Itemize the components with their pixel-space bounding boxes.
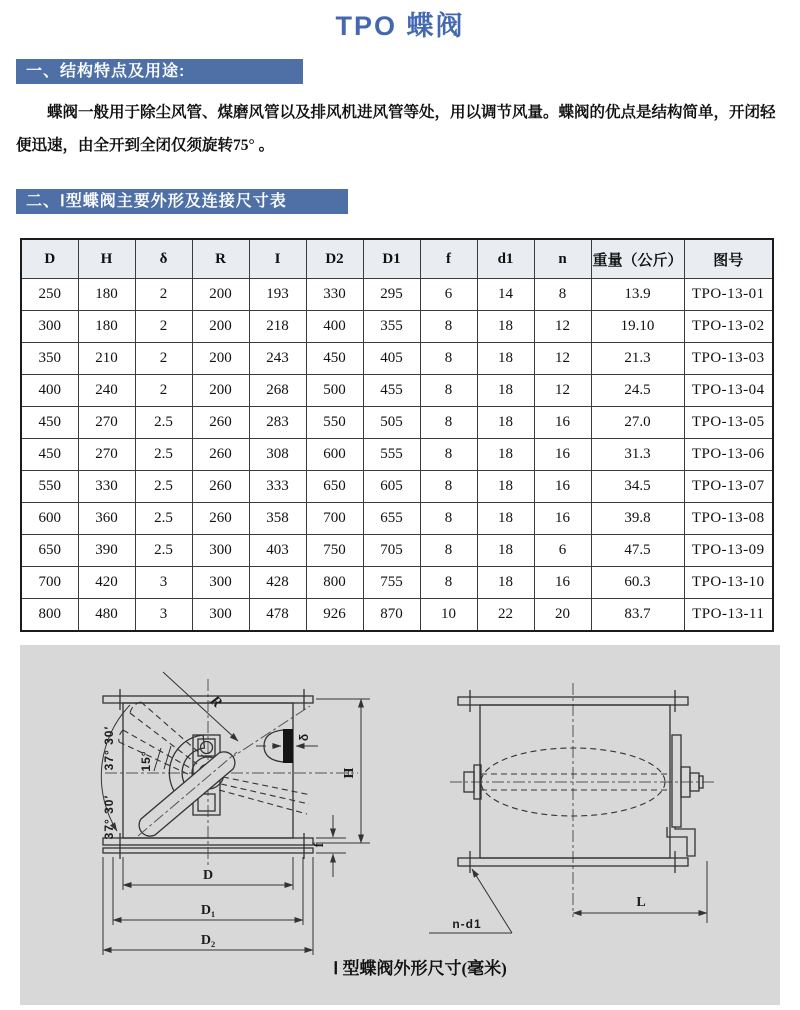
table-cell: 18 [477, 567, 534, 599]
table-cell: 16 [534, 439, 591, 471]
table-cell: 360 [78, 503, 135, 535]
table-cell: 16 [534, 471, 591, 503]
section-2-heading: 二、Ⅰ型蝶阀主要外形及连接尺寸表 [16, 189, 348, 214]
table-cell: TPO-13-04 [684, 375, 773, 407]
table-cell: 308 [249, 439, 306, 471]
table-cell: 8 [420, 375, 477, 407]
table-cell: 200 [192, 311, 249, 343]
table-cell: 18 [477, 343, 534, 375]
table-cell: TPO-13-01 [684, 279, 773, 311]
table-cell: 550 [21, 471, 78, 503]
table-cell: 300 [192, 567, 249, 599]
table-cell: 18 [477, 535, 534, 567]
table-cell: 350 [21, 343, 78, 375]
section-1-heading: 一、结构特点及用途: [16, 59, 303, 84]
page-title: TPO 蝶阀 [335, 11, 465, 41]
table-cell: 300 [192, 599, 249, 632]
dim-label-d2: D₂ [200, 933, 216, 948]
table-cell: 260 [192, 407, 249, 439]
table-row [21, 311, 773, 343]
table-cell: 480 [78, 599, 135, 632]
table-cell: 200 [192, 279, 249, 311]
table-cell: 8 [420, 535, 477, 567]
table-cell: 18 [477, 375, 534, 407]
table-cell: 8 [420, 503, 477, 535]
table-cell: 6 [420, 279, 477, 311]
table-cell: 655 [363, 503, 420, 535]
dim-label-radius: R [206, 692, 225, 712]
intro-paragraph: 蝶阀一般用于除尘风管、煤磨风管以及排风机进风管等处，用以调节风量。蝶阀的优点是结构简单，开闭轻便迅速，由全开到全闭仅须旋转75° 。 [16, 104, 776, 155]
table-cell: 8 [534, 279, 591, 311]
dim-label-bolt-holes: n-d1 [452, 917, 482, 931]
table-row [21, 343, 773, 375]
table-cell: 420 [78, 567, 135, 599]
table-cell: 22 [477, 599, 534, 632]
column-header: d1 [477, 239, 534, 279]
column-header: H [78, 239, 135, 279]
table-cell: 2 [135, 311, 192, 343]
table-cell: 14 [477, 279, 534, 311]
table-cell: 270 [78, 407, 135, 439]
table-cell: TPO-13-09 [684, 535, 773, 567]
table-row [21, 599, 773, 632]
column-header: D2 [306, 239, 363, 279]
table-cell: 8 [420, 407, 477, 439]
table-row [21, 375, 773, 407]
table-cell: TPO-13-06 [684, 439, 773, 471]
blade-section [283, 729, 293, 763]
table-row [21, 407, 773, 439]
table-cell: 16 [534, 407, 591, 439]
table-cell: 2.5 [135, 535, 192, 567]
table-cell: 12 [534, 343, 591, 375]
table-cell: 605 [363, 471, 420, 503]
table-cell: 83.7 [591, 599, 684, 632]
table-cell: 705 [363, 535, 420, 567]
table-cell: 300 [21, 311, 78, 343]
table-row [21, 535, 773, 567]
table-cell: 755 [363, 567, 420, 599]
table-cell: 358 [249, 503, 306, 535]
angle-label-inner: 15° [139, 750, 153, 772]
table-cell: 16 [534, 503, 591, 535]
table-cell: 34.5 [591, 471, 684, 503]
angle-label-lower: 37° 30′ [102, 794, 116, 840]
table-cell: TPO-13-08 [684, 503, 773, 535]
table-cell: 268 [249, 375, 306, 407]
table-cell: 2 [135, 343, 192, 375]
table-cell: TPO-13-11 [684, 599, 773, 632]
table-cell: 403 [249, 535, 306, 567]
table-cell: 3 [135, 567, 192, 599]
table-row [21, 503, 773, 535]
table-cell: 800 [306, 567, 363, 599]
column-header: 重量（公斤） [591, 239, 684, 279]
table-cell: 18 [477, 311, 534, 343]
table-cell: 500 [306, 375, 363, 407]
table-cell: 330 [78, 471, 135, 503]
table-cell: 870 [363, 599, 420, 632]
front-view-diagram [101, 672, 370, 955]
table-cell: 800 [21, 599, 78, 632]
table-cell: 2.5 [135, 471, 192, 503]
table-cell: 2 [135, 375, 192, 407]
table-cell: 450 [21, 439, 78, 471]
table-cell: 8 [420, 567, 477, 599]
table-cell: 10 [420, 599, 477, 632]
table-cell: 250 [21, 279, 78, 311]
table-cell: 39.8 [591, 503, 684, 535]
table-cell: 27.0 [591, 407, 684, 439]
table-cell: 260 [192, 471, 249, 503]
table-cell: 210 [78, 343, 135, 375]
table-cell: TPO-13-10 [684, 567, 773, 599]
table-cell: 478 [249, 599, 306, 632]
table-cell: 200 [192, 343, 249, 375]
table-cell: 750 [306, 535, 363, 567]
table-cell: 18 [477, 471, 534, 503]
dim-label-thickness: δ [297, 732, 311, 742]
column-header: R [192, 239, 249, 279]
table-cell: 180 [78, 279, 135, 311]
table-cell: 300 [192, 535, 249, 567]
table-cell: 505 [363, 407, 420, 439]
table-cell: 400 [306, 311, 363, 343]
table-cell: 450 [306, 343, 363, 375]
table-cell: 926 [306, 599, 363, 632]
table-row [21, 439, 773, 471]
column-header: D [21, 239, 78, 279]
table-cell: 550 [306, 407, 363, 439]
dim-label-flange: f [312, 842, 327, 848]
angle-label-upper: 37° 30′ [102, 725, 116, 771]
table-cell: TPO-13-02 [684, 311, 773, 343]
column-header: I [249, 239, 306, 279]
table-cell: 600 [21, 503, 78, 535]
table-cell: 2.5 [135, 503, 192, 535]
table-cell: 600 [306, 439, 363, 471]
dim-label-d1: D₁ [200, 903, 216, 918]
table-cell: 428 [249, 567, 306, 599]
dimensions-table [20, 238, 774, 632]
dim-label-d: D [202, 868, 214, 883]
table-cell: 8 [420, 311, 477, 343]
column-header: 图号 [684, 239, 773, 279]
table-row [21, 279, 773, 311]
table-cell: 47.5 [591, 535, 684, 567]
table-cell: 3 [135, 599, 192, 632]
table-cell: 18 [477, 407, 534, 439]
table-cell: 12 [534, 375, 591, 407]
table-cell: 24.5 [591, 375, 684, 407]
table-row [21, 567, 773, 599]
table-cell: 555 [363, 439, 420, 471]
table-cell: 8 [420, 343, 477, 375]
column-header: f [420, 239, 477, 279]
table-cell: 390 [78, 535, 135, 567]
table-cell: 193 [249, 279, 306, 311]
table-cell: 8 [420, 439, 477, 471]
table-cell: 16 [534, 567, 591, 599]
table-cell: 260 [192, 503, 249, 535]
table-cell: 18 [477, 503, 534, 535]
table-cell: 218 [249, 311, 306, 343]
table-cell: 21.3 [591, 343, 684, 375]
table-cell: 60.3 [591, 567, 684, 599]
table-cell: 700 [306, 503, 363, 535]
column-header: n [534, 239, 591, 279]
table-cell: 6 [534, 535, 591, 567]
table-cell: TPO-13-05 [684, 407, 773, 439]
table-cell: 31.3 [591, 439, 684, 471]
table-cell: 455 [363, 375, 420, 407]
crank-arm [667, 827, 695, 856]
table-cell: 405 [363, 343, 420, 375]
table-cell: TPO-13-07 [684, 471, 773, 503]
diagram-caption: Ⅰ 型蝶阀外形尺寸(毫米) [333, 959, 507, 978]
table-cell: 333 [249, 471, 306, 503]
table-cell: 260 [192, 439, 249, 471]
table-cell: 700 [21, 567, 78, 599]
table-cell: 18 [477, 439, 534, 471]
table-cell: 240 [78, 375, 135, 407]
table-cell: 200 [192, 375, 249, 407]
table-cell: 650 [21, 535, 78, 567]
table-cell: 12 [534, 311, 591, 343]
table-header-row [21, 239, 773, 279]
table-cell: 13.9 [591, 279, 684, 311]
dim-label-height: H [342, 767, 357, 779]
table-cell: 243 [249, 343, 306, 375]
table-cell: 2.5 [135, 439, 192, 471]
column-header: δ [135, 239, 192, 279]
table-cell: 2.5 [135, 407, 192, 439]
table-cell: 450 [21, 407, 78, 439]
table-cell: 295 [363, 279, 420, 311]
table-cell: TPO-13-03 [684, 343, 773, 375]
table-row [21, 471, 773, 503]
table-cell: 8 [420, 471, 477, 503]
table-cell: 283 [249, 407, 306, 439]
table-cell: 400 [21, 375, 78, 407]
diagram-panel [20, 645, 780, 1005]
table-cell: 20 [534, 599, 591, 632]
table-cell: 650 [306, 471, 363, 503]
dim-label-length: L [636, 895, 646, 910]
table-cell: 270 [78, 439, 135, 471]
table-cell: 180 [78, 311, 135, 343]
side-view-diagram [429, 683, 715, 933]
table-cell: 355 [363, 311, 420, 343]
table-cell: 330 [306, 279, 363, 311]
column-header: D1 [363, 239, 420, 279]
table-cell: 2 [135, 279, 192, 311]
table-cell: 19.10 [591, 311, 684, 343]
valve-drawing [20, 645, 780, 1005]
